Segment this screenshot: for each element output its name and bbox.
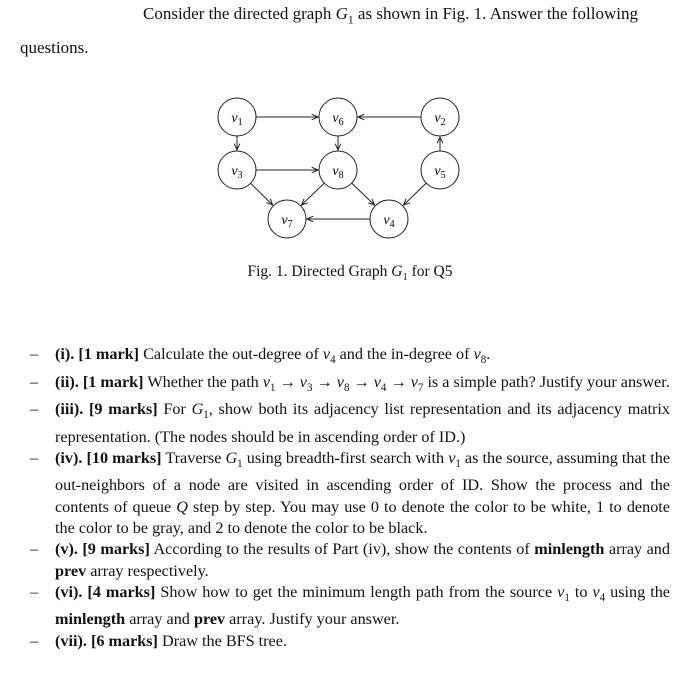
intro-line-2: questions. bbox=[20, 38, 89, 58]
list-dash: – bbox=[30, 448, 39, 467]
question-item bbox=[30, 631, 670, 652]
math-var: v bbox=[299, 372, 307, 391]
graph-figure bbox=[0, 90, 700, 255]
list-dash: – bbox=[30, 582, 39, 601]
edge-v3-to-v7 bbox=[251, 183, 273, 205]
node-label: $v_5$ bbox=[434, 164, 446, 181]
intro-text: as shown in Fig. 1. Answer the following bbox=[353, 4, 638, 23]
question-text: Traverse bbox=[161, 448, 226, 467]
math-sub: 1 bbox=[270, 381, 276, 394]
question-list bbox=[30, 344, 670, 652]
question-tag: (ii). [1 mark] bbox=[55, 372, 144, 391]
math-var: v bbox=[473, 345, 481, 363]
graph-subscript: 1 bbox=[347, 13, 354, 27]
intro-paragraph bbox=[20, 0, 690, 62]
bold-term: prev bbox=[193, 610, 226, 629]
question-tag: (iii). [9 marks] bbox=[55, 400, 158, 419]
bold-term: minlength bbox=[55, 610, 126, 629]
question-item bbox=[30, 344, 670, 372]
math-var: v bbox=[592, 582, 600, 601]
math-var: v bbox=[322, 345, 331, 363]
question-text: array and bbox=[604, 540, 670, 559]
math-sub: 1 bbox=[564, 592, 570, 605]
question-text: is a simple path? Justify your answer. bbox=[423, 372, 670, 391]
question-item bbox=[30, 399, 670, 448]
node-v7 bbox=[268, 200, 306, 238]
graph-nodes bbox=[218, 98, 459, 238]
question-item bbox=[30, 372, 670, 400]
question-item bbox=[30, 582, 670, 631]
node-label: $v_4$ bbox=[383, 213, 395, 230]
node-label: $v_2$ bbox=[434, 111, 446, 128]
math-sub: 4 bbox=[599, 592, 606, 605]
math-var: G bbox=[191, 400, 204, 419]
question-text: Whether the path bbox=[143, 372, 263, 391]
math-var: v bbox=[448, 448, 456, 467]
node-v3 bbox=[218, 151, 256, 189]
math-sub: 8 bbox=[480, 354, 487, 367]
path-arrow: → bbox=[349, 372, 374, 391]
node-label: $v_1$ bbox=[231, 111, 243, 128]
question-tag: (i). [1 mark] bbox=[55, 345, 140, 363]
figure-caption bbox=[0, 263, 700, 283]
question-text: array respectively. bbox=[86, 561, 209, 580]
bold-term: prev bbox=[55, 561, 87, 580]
question-tag: (iv). [10 marks] bbox=[55, 448, 162, 467]
math-var: Q bbox=[176, 497, 188, 516]
math-var: v bbox=[557, 582, 565, 601]
list-dash: – bbox=[30, 631, 39, 650]
math-sub: 1 bbox=[455, 458, 461, 471]
node-label: $v_8$ bbox=[332, 164, 344, 181]
node-label: $v_3$ bbox=[231, 164, 243, 181]
list-dash: – bbox=[30, 400, 39, 419]
node-label: $v_6$ bbox=[332, 111, 344, 128]
question-text: According to the results of Part (iv), show the contents of bbox=[149, 540, 535, 559]
question-item bbox=[30, 539, 670, 582]
question-tag: (vii). [6 marks] bbox=[55, 631, 158, 650]
math-var: v bbox=[336, 372, 344, 391]
math-sub: 7 bbox=[417, 381, 424, 394]
path-arrow: → bbox=[312, 372, 337, 391]
path-arrow: → bbox=[386, 372, 411, 391]
question-text: using breadth-first search with bbox=[242, 448, 449, 467]
question-text: and the in-degree of bbox=[335, 345, 474, 363]
node-label: $v_7$ bbox=[281, 213, 293, 230]
node-v5 bbox=[421, 151, 459, 189]
math-var: v bbox=[373, 372, 381, 391]
question-text: to bbox=[569, 582, 593, 601]
math-var: v bbox=[410, 372, 418, 391]
math-var: G bbox=[225, 448, 238, 467]
caption-text: Fig. 1. Directed Graph bbox=[247, 263, 392, 280]
list-dash: – bbox=[30, 540, 39, 559]
question-text: Calculate the out-degree of bbox=[139, 345, 323, 363]
graph-symbol: G bbox=[335, 4, 348, 23]
math-sub: 4 bbox=[380, 381, 387, 394]
question-text: array. Justify your answer. bbox=[225, 610, 400, 629]
list-dash: – bbox=[30, 372, 39, 391]
intro-line-1 bbox=[20, 0, 690, 34]
graph-symbol: G bbox=[391, 263, 403, 280]
edge-v8-to-v7 bbox=[301, 183, 324, 205]
path-arrow: → bbox=[275, 372, 300, 391]
math-sub: 1 bbox=[237, 458, 243, 471]
edge-v5-to-v4 bbox=[403, 183, 426, 205]
node-v1 bbox=[218, 98, 256, 136]
node-v8 bbox=[319, 151, 357, 189]
intro-text: Consider the directed graph bbox=[143, 4, 336, 23]
math-sub: 8 bbox=[343, 381, 350, 394]
question-text: , show both its adjacency list representation and its adjacency matrix representation. (The nodes should be in ascending order of ID.) bbox=[55, 400, 670, 446]
question-text: . bbox=[486, 345, 491, 363]
node-v6 bbox=[319, 98, 357, 136]
node-v4 bbox=[370, 200, 408, 238]
question-text: step by step. You may use 0 to denote the color to be white, 1 to denote the color to be gray, and 2 to denote the color to be black. bbox=[55, 497, 670, 538]
node-v2 bbox=[421, 98, 459, 136]
question-text: Show how to get the minimum length path from the source bbox=[155, 582, 558, 601]
question-tag: (v). [9 marks] bbox=[55, 540, 150, 559]
math-sub: 4 bbox=[330, 354, 336, 367]
graph-subscript: 1 bbox=[402, 272, 408, 284]
question-item bbox=[30, 448, 670, 539]
question-text: using the bbox=[605, 582, 670, 601]
question-tag: (vi). [4 marks] bbox=[55, 582, 156, 601]
math-sub: 3 bbox=[306, 381, 313, 394]
edge-v8-to-v4 bbox=[352, 183, 375, 205]
question-text: as the source, assuming that the out-neighbors of a node are visited in ascending order of ID. Show the process and the contents of queue bbox=[55, 448, 671, 516]
question-text: Draw the BFS tree. bbox=[157, 631, 287, 650]
list-dash: – bbox=[30, 345, 39, 363]
question-text: For bbox=[157, 400, 192, 419]
caption-text: for Q5 bbox=[407, 263, 453, 280]
question-text: array and bbox=[125, 610, 194, 629]
math-sub: 1 bbox=[203, 409, 209, 422]
math-var: v bbox=[262, 372, 271, 391]
bold-term: minlength bbox=[534, 540, 605, 559]
